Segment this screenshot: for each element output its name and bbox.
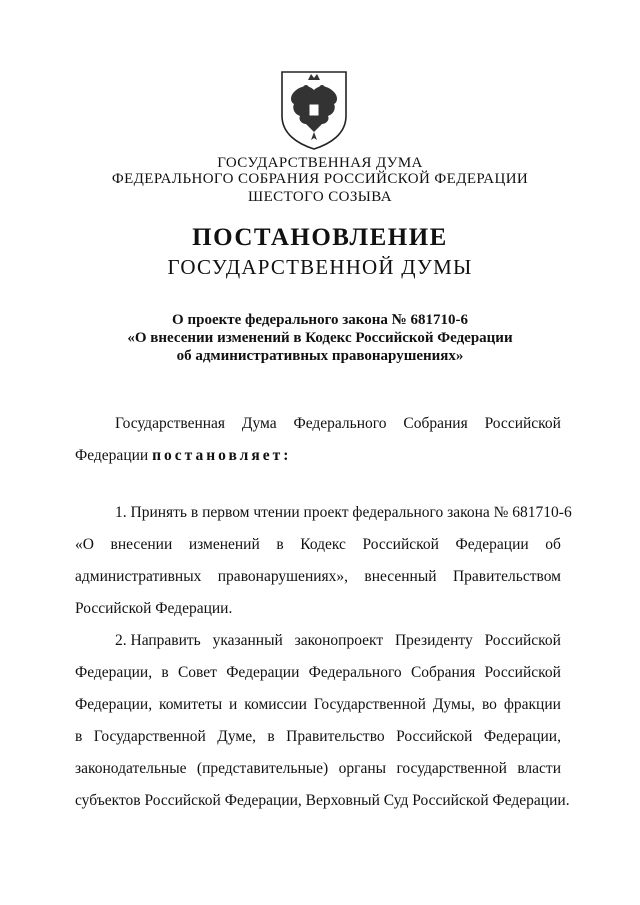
law-title-line-3: об административных правонарушениях» xyxy=(176,348,464,364)
item-1-line-3: административных правонарушениях», внесенный Правительством xyxy=(75,568,561,585)
header-line-1: ГОСУДАРСТВЕННАЯ ДУМА xyxy=(217,155,423,171)
law-title-line-2: «О внесении изменений в Кодекс Российской Федерации xyxy=(127,330,513,346)
item-2-line-5: законодательные (представительные) органы государственной власти xyxy=(75,760,561,777)
header-line-2: ФЕДЕРАЛЬНОГО СОБРАНИЯ РОССИЙСКОЙ ФЕДЕРАЦИИ xyxy=(111,171,529,187)
document-title: ПОСТАНОВЛЕНИЕ xyxy=(192,224,448,251)
preamble xyxy=(75,408,561,472)
item-1-line-4: Российской Федерации. xyxy=(75,600,233,617)
item-1 xyxy=(75,497,572,625)
item-2-line-4: в Государственной Думе, в Правительство Российской Федерации, xyxy=(75,728,561,745)
item-2-line-6: субъектов Российской Федерации, Верховный Суд Российской Федерации. xyxy=(75,792,570,809)
preamble-line-2: Федерации постановляет: xyxy=(75,447,292,464)
preamble-line-1: Государственная Дума Федерального Собрания Российской xyxy=(115,415,561,432)
item-1-line-1: 1. Принять в первом чтении проект федерального закона № 681710-6 xyxy=(115,504,572,521)
document-subtitle: ГОСУДАРСТВЕННОЙ ДУМЫ xyxy=(167,255,473,279)
law-title-line-1: О проекте федерального закона № 681710-6 xyxy=(172,312,468,328)
decree-keyword: постановляет: xyxy=(152,447,292,464)
item-2 xyxy=(75,625,570,817)
item-2-line-3: Федерации, комитеты и комиссии Государственной Думы, во фракции xyxy=(75,696,561,713)
item-2-line-2: Федерации, в Совет Федерации Федерального Собрания Российской xyxy=(75,664,561,681)
coat-of-arms-icon xyxy=(278,68,350,152)
header-line-3: ШЕСТОГО СОЗЫВА xyxy=(248,189,392,205)
item-1-line-2: «О внесении изменений в Кодекс Российской Федерации об xyxy=(75,536,561,553)
item-2-line-1: 2. Направить указанный законопроект Президенту Российской xyxy=(115,632,561,649)
